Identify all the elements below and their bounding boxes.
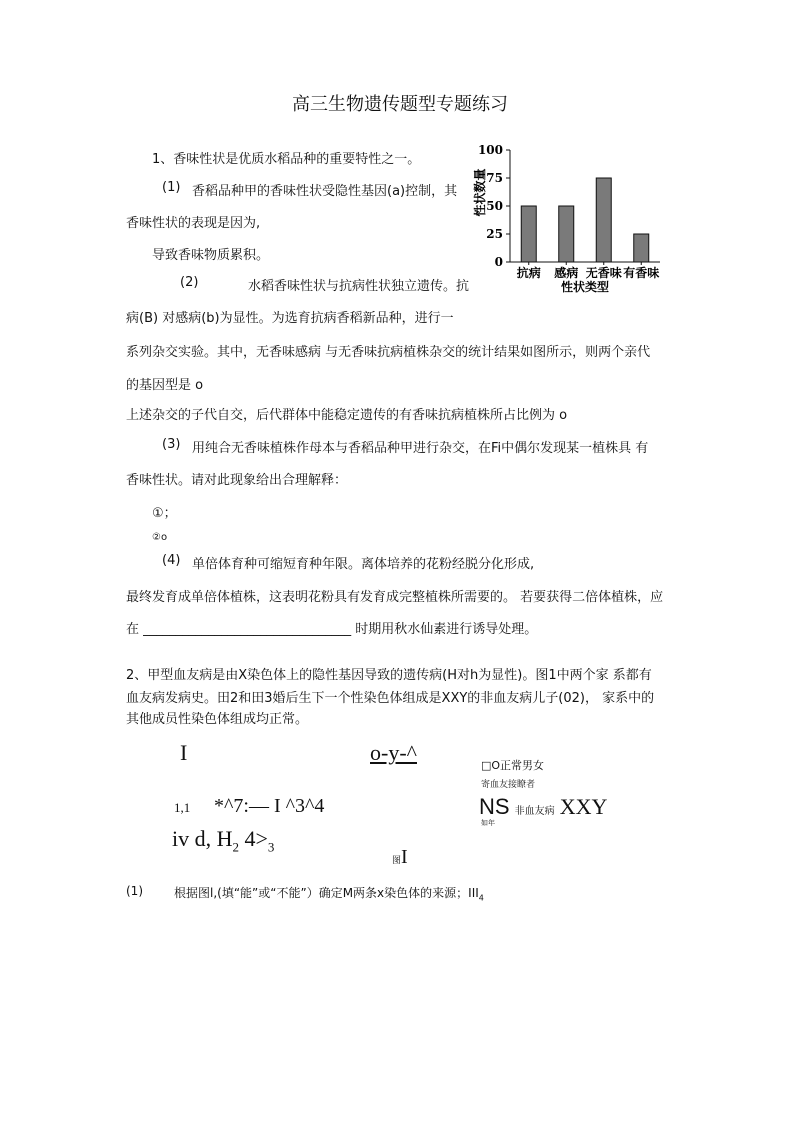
pedigree-gen-3-b: 4> [239,826,268,851]
y-tick-label: 25 [486,227,503,241]
legend-xxy [479,794,607,820]
pedigree-gen-3 [172,826,274,855]
q1-intro: 1、香味性状是优质水稻品种的重要特性之一。 [152,152,421,167]
q2-sub1-text [174,884,484,902]
q1-answer-1: ①； [152,506,177,521]
pedigree-gen-2: 1,1 [174,800,191,815]
legend-extra: 如年 [481,819,495,827]
y-tick-label: 0 [494,255,503,269]
legend-carrier: 寄血友接瞭者 [481,780,536,790]
q1-part3-text: 用纯合无香味植株作母本与香稻品种甲进行杂交，在Fi中偶尔发现某一植株具 有 [192,441,649,456]
q1-part1-line3: 导致香味物质累积。 [152,248,270,263]
q1-part4-suffix: 时期用秋水仙素进行诱导处理。 [355,622,538,637]
legend-ns: NS [479,794,510,819]
q2-line3: 其他成员性染色体组成均正常。 [126,712,309,727]
pedigree-top: o-y-^ [370,740,417,765]
figure-prefix: 图 [392,856,402,866]
y-axis-label: 性状数量 [473,168,487,217]
q2-sub1-label: (1) [126,884,143,898]
bar-chart [470,138,670,303]
q1-part1-text: 香稻品种甲的香味性状受隐性基因(a)控制，其 [192,184,458,199]
pedigree-sub-a: 2 [232,839,239,855]
q2-sub1-body: 根据图l,(填“能”或“不能”）确定M两条x染色体的来源；III [174,886,479,900]
bar [521,206,536,262]
q1-part4-line3 [126,618,537,637]
q1-part2-line3: 系列杂交实验。其中，无香味感病 与无香味抗病植株杂交的统计结果如图所示，则两个亲代 [126,345,651,360]
q2-line1: 2、甲型血友病是由X染色体上的隐性基因导致的遗传病(H对h为显性)。图1中两个家 系都有 [126,668,652,683]
bar [559,206,574,262]
q1-part2-line5: 上述杂交的子代自交，后代群体中能稳定遗传的有香味抗病植株所占比例为 o [126,408,568,423]
legend-normal: □O正常男女 [481,759,545,772]
q1-part3-label: (3) [162,437,181,452]
x-tick-label: 有香味 [623,266,660,280]
figure-caption [392,846,408,869]
q2-sub1-subscript: 4 [478,893,484,903]
q1-part4-text: 单倍体育种可缩短育种年限。离体培养的花粉经脱分化形成, [192,557,535,572]
page-title: 高三生物遗传题型专题练习 [292,94,508,115]
q1-part2-text: 水稻香味性状与抗病性状独立遗传。抗 [248,279,470,294]
q1-part1-label: (1) [162,180,181,195]
q1-answer-2: ②o [152,532,168,543]
q1-part2-line4: 的基因型是 o [126,378,204,393]
x-tick-label: 抗病 [516,266,541,280]
legend-non-hemophilia: 非血友病 [514,806,555,817]
y-tick-label: 75 [486,171,503,185]
q1-part1-line2: 香味性状的表现是因为, [126,216,261,231]
legend-xxy-label: XXY [559,794,608,819]
x-axis-label: 性状类型 [560,280,610,294]
pedigree-sub-b: 3 [267,839,275,855]
pedigree-gen-1: I [180,740,188,765]
y-tick-label: 50 [486,199,503,213]
pedigree-gen-3-a: iv d, H [172,826,233,851]
answer-blank: ________________________________ [143,622,352,637]
pedigree-mid: *^7:— I ^3^4 [214,795,325,817]
q1-part4-prefix: 在 [126,622,140,637]
x-tick-label: 无香味 [585,266,622,280]
bar [596,178,611,262]
q1-part4-line2: 最终发育成单倍体植株，这表明花粉具有发育成完整植株所需要的。 若要获得二倍体植株，应 [126,590,664,605]
q1-part2-label: (2) [180,275,199,290]
figure-number: I [401,846,408,868]
bar [634,234,649,262]
q1-part3-line2: 香味性状。请对此现象给出合理解释： [126,473,348,488]
q1-part4-label: (4) [162,553,181,568]
y-tick-label: 100 [477,143,503,157]
q2-line2: 血友病发病史。田2和田3婚后生下一个性染色体组成是XXY的非血友病儿子(02)， 家系中的 [126,691,655,706]
q1-part2-line2: 病(B) 对感病(b)为显性。为选育抗病香稻新品种，进行一 [126,311,454,326]
x-tick-label: 感病 [554,266,579,280]
